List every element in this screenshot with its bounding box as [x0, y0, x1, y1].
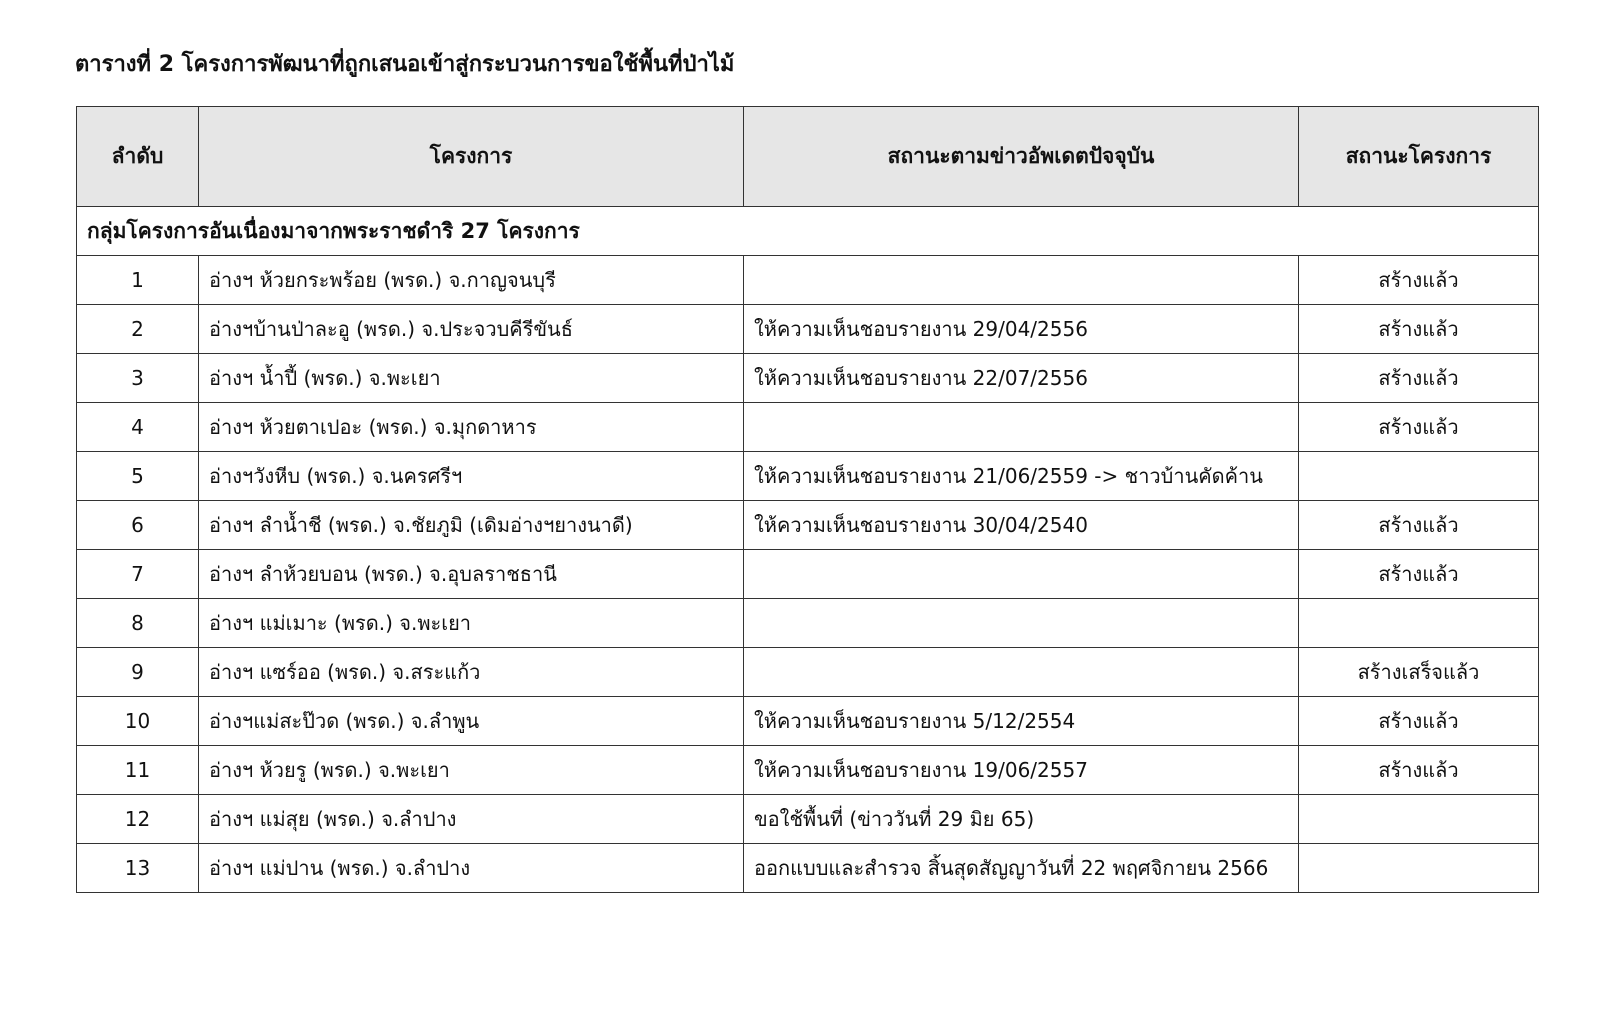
news-text: ให้ความเห็นชอบรายงาน 30/04/2540	[754, 512, 1088, 537]
table-row	[77, 501, 1539, 550]
table-row	[77, 795, 1539, 844]
news-text: ออกแบบและสำรวจ สิ้นสุดสัญญาวันที่ 22 พฤศจิกายน 2566	[754, 855, 1269, 880]
cell-no: 2	[77, 305, 199, 354]
cell-project: อ่างฯวังหีบ (พรด.) จ.นครศรีฯ	[199, 452, 744, 501]
cell-project: อ่างฯบ้านป่าละอู (พรด.) จ.ประจวบคีรีขันธ์	[199, 305, 744, 354]
cell-project-status: สร้างแล้ว	[1299, 501, 1539, 550]
cell-no: 4	[77, 403, 199, 452]
cell-news-status	[744, 256, 1299, 305]
cell-project: อ่างฯ แม่สุย (พรด.) จ.ลำปาง	[199, 795, 744, 844]
table-row	[77, 305, 1539, 354]
cell-no: 6	[77, 501, 199, 550]
news-text: ให้ความเห็นชอบรายงาน 22/07/2556	[754, 365, 1088, 390]
cell-project-status: สร้างแล้ว	[1299, 746, 1539, 795]
table-row	[77, 403, 1539, 452]
news-text: ให้ความเห็นชอบรายงาน 19/06/2557	[754, 757, 1088, 782]
header-news-status: สถานะตามข่าวอัพเดตปัจจุบัน	[744, 107, 1299, 207]
news-text: ขอใช้พื้นที่ (ข่าววันที่ 29 มิย 65)	[754, 806, 1035, 831]
cell-news-status	[744, 501, 1299, 550]
table-row	[77, 256, 1539, 305]
cell-project: อ่างฯแม่สะป๊วด (พรด.) จ.ลำพูน	[199, 697, 744, 746]
cell-news-status	[744, 599, 1299, 648]
cell-project-status: สร้างแล้ว	[1299, 697, 1539, 746]
cell-no: 10	[77, 697, 199, 746]
news-text: ให้ความเห็นชอบรายงาน 5/12/2554	[754, 708, 1076, 733]
cell-project: อ่างฯ ห้วยรู (พรด.) จ.พะเยา	[199, 746, 744, 795]
cell-news-status	[744, 648, 1299, 697]
header-project: โครงการ	[199, 107, 744, 207]
cell-no: 12	[77, 795, 199, 844]
cell-project: อ่างฯ ลำน้ำชี (พรด.) จ.ชัยภูมิ (เดิมอ่างฯยางนาดี)	[199, 501, 744, 550]
cell-news-status	[744, 746, 1299, 795]
cell-project: อ่างฯ ห้วยตาเปอะ (พรด.) จ.มุกดาหาร	[199, 403, 744, 452]
cell-news-status	[744, 354, 1299, 403]
cell-project-status: สร้างเสร็จแล้ว	[1299, 648, 1539, 697]
table-row	[77, 354, 1539, 403]
cell-no: 1	[77, 256, 199, 305]
cell-project-status: สร้างแล้ว	[1299, 354, 1539, 403]
cell-no: 13	[77, 844, 199, 893]
cell-no: 9	[77, 648, 199, 697]
header-no: ลำดับ	[77, 107, 199, 207]
table-header-row	[77, 107, 1539, 207]
table-row	[77, 746, 1539, 795]
cell-project-status	[1299, 452, 1539, 501]
cell-no: 7	[77, 550, 199, 599]
table-row	[77, 550, 1539, 599]
cell-project: อ่างฯ ลำห้วยบอน (พรด.) จ.อุบลราชธานี	[199, 550, 744, 599]
cell-news-status	[744, 305, 1299, 354]
table-row	[77, 697, 1539, 746]
news-text: ให้ความเห็นชอบรายงาน 21/06/2559 -> ชาวบ้านคัดค้าน	[754, 463, 1263, 488]
projects-table	[76, 106, 1539, 893]
cell-news-status	[744, 844, 1299, 893]
cell-project: อ่างฯ แม่เมาะ (พรด.) จ.พะเยา	[199, 599, 744, 648]
cell-project: อ่างฯ แซร์ออ (พรด.) จ.สระแก้ว	[199, 648, 744, 697]
cell-news-status	[744, 795, 1299, 844]
cell-news-status	[744, 550, 1299, 599]
cell-project: อ่างฯ แม่ปาน (พรด.) จ.ลำปาง	[199, 844, 744, 893]
cell-project-status	[1299, 599, 1539, 648]
cell-no: 3	[77, 354, 199, 403]
table-row	[77, 599, 1539, 648]
group-row	[77, 207, 1539, 256]
cell-project-status	[1299, 844, 1539, 893]
cell-project: อ่างฯ ห้วยกระพร้อย (พรด.) จ.กาญจนบุรี	[199, 256, 744, 305]
cell-no: 11	[77, 746, 199, 795]
table-caption: ตารางที่ 2 โครงการพัฒนาที่ถูกเสนอเข้าสู่กระบวนการขอใช้พื้นที่ป่าไม้	[75, 52, 735, 77]
cell-project: อ่างฯ น้ำปี้ (พรด.) จ.พะเยา	[199, 354, 744, 403]
cell-project-status: สร้างแล้ว	[1299, 403, 1539, 452]
cell-news-status	[744, 452, 1299, 501]
cell-no: 5	[77, 452, 199, 501]
cell-news-status	[744, 697, 1299, 746]
cell-project-status: สร้างแล้ว	[1299, 256, 1539, 305]
table-row	[77, 452, 1539, 501]
news-text: ให้ความเห็นชอบรายงาน 29/04/2556	[754, 316, 1088, 341]
header-project-status: สถานะโครงการ	[1299, 107, 1539, 207]
cell-project-status: สร้างแล้ว	[1299, 550, 1539, 599]
group-title: กลุ่มโครงการอันเนื่องมาจากพระราชดำริ 27 โครงการ	[77, 207, 1539, 256]
table-row	[77, 648, 1539, 697]
table-row	[77, 844, 1539, 893]
cell-project-status	[1299, 795, 1539, 844]
cell-no: 8	[77, 599, 199, 648]
cell-project-status: สร้างแล้ว	[1299, 305, 1539, 354]
cell-news-status	[744, 403, 1299, 452]
